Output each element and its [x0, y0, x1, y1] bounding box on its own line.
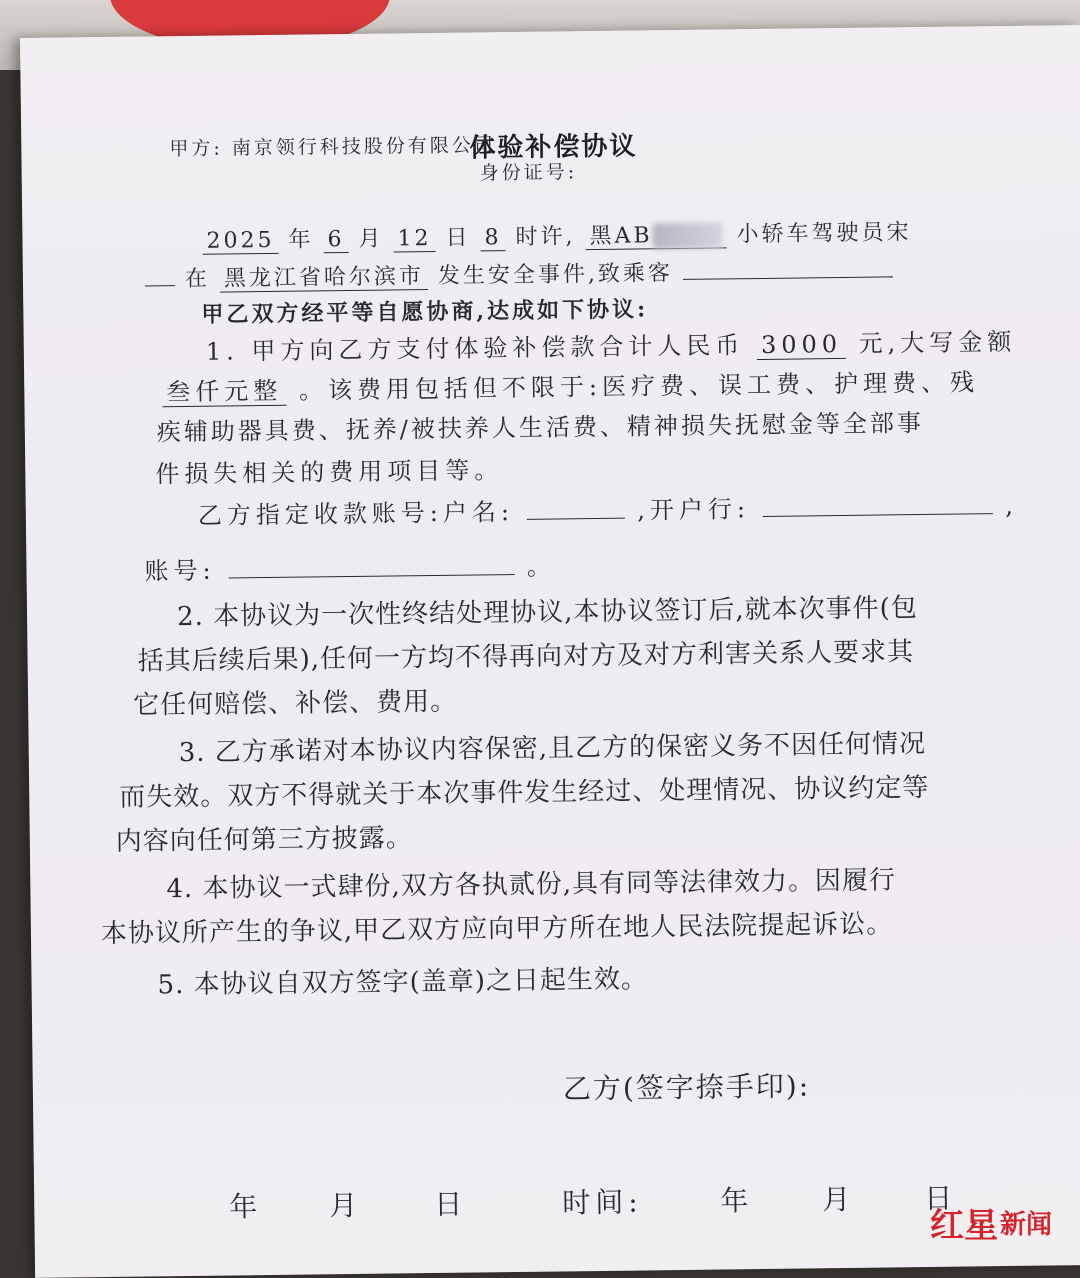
time-month: 月: [822, 1182, 856, 1217]
sign-date-year: 年: [229, 1190, 263, 1224]
event-day: 12: [393, 226, 435, 253]
clause-3-line-2: 而失效。双方不得就关于本次事件发生经过、处理情况、协议约定等: [119, 772, 930, 813]
amount-upper: 叁仟元整: [162, 377, 286, 408]
clause-1-line-3: 疾辅助器具费、抚养/被扶养人生活费、精神损失抚慰金等全部事: [156, 408, 925, 447]
clause-3-line-3: 内容向任何第三方披露。: [115, 823, 414, 857]
event-line: [202, 215, 911, 255]
party-a-label: 甲方:: [169, 137, 223, 161]
period: 。: [526, 552, 557, 581]
clause-5: 5. 本协议自双方签字(盖章)之日起生效。: [157, 964, 649, 1001]
party-b-signature-label: 乙方(签字捺手印):: [562, 1069, 811, 1106]
account-number-line: [144, 546, 556, 586]
watermark-logo: [930, 1196, 1080, 1248]
redaction-blur: [652, 222, 722, 249]
party-a-line: [169, 130, 496, 161]
bank-label: ,开户行:: [637, 495, 751, 525]
event-month: 6: [323, 227, 348, 253]
blank-passenger: [683, 254, 893, 280]
account-name-label: 乙方指定收款账号:户名:: [197, 498, 515, 530]
watermark-mark: 红星: [930, 1205, 998, 1246]
clause-2-line-3: 它任何赔偿、补偿、费用。: [132, 686, 458, 721]
document-title: 体验补偿协议: [469, 131, 638, 164]
account-number-blank: [228, 552, 514, 578]
clause-2-line-2: 括其后续后果),任何一方均不得再向对方及对方利害关系人要求其: [137, 637, 915, 677]
account-line: [198, 486, 1018, 531]
comma: ,: [1005, 491, 1019, 520]
event-hour: 8: [480, 225, 505, 251]
hour-text: 时许,: [515, 224, 576, 250]
bank-blank: [762, 491, 992, 517]
clause-1-c: 。该费用包括但不限于:医疗费、误工费、护理费、残: [298, 368, 980, 405]
event-text: 发生安全事件,致乘客: [437, 261, 674, 289]
clause-4-line-1: 4. 本协议一式肆份,双方各执贰份,具有同等法律效力。因履行: [166, 865, 897, 905]
clause-2-line-1: 2. 本协议为一次性终结处理协议,本协议签订后,就本次事件(包: [176, 593, 918, 633]
clause-4-line-2: 本协议所产生的争议,甲乙双方应向甲方所在地人民法院提起诉讼。: [100, 909, 894, 950]
month-char: 月: [358, 226, 384, 252]
clause-1-line-4: 件损失相关的费用项目等。: [155, 456, 504, 489]
clause-1-line-1: [206, 322, 1017, 367]
amount: 3000: [757, 330, 846, 360]
watermark-text: 新闻: [1000, 1209, 1053, 1240]
clause-1-line-2: [162, 362, 979, 407]
time-year: 年: [720, 1184, 754, 1218]
account-name-blank: [526, 496, 624, 520]
clause-1-a: 1. 甲方向乙方支付体验补偿款合计人民币: [205, 331, 745, 366]
plate-text: 黑AB: [589, 223, 653, 250]
agreement-paper: [20, 25, 1080, 1278]
at-char: 在: [184, 266, 211, 293]
time-day: 日: [924, 1181, 958, 1216]
party-a-name: 南京领行科技股份有限公司: [231, 134, 496, 160]
account-number-label: 账号:: [144, 556, 216, 586]
year-char: 年: [288, 227, 314, 253]
location-line: [145, 253, 893, 293]
sign-date-day: 日: [434, 1187, 468, 1222]
sign-date-month: 月: [329, 1188, 363, 1223]
location: 黑龙江省哈尔滨市: [220, 264, 428, 293]
clause-1-b: 元,大写金额: [858, 327, 1017, 358]
time-label: 时间:: [562, 1185, 643, 1220]
event-year: 2025: [202, 228, 278, 255]
day-char: 日: [445, 225, 471, 251]
blank-name: [145, 263, 175, 286]
agreement-intro: 甲乙双方经平等自愿协商,达成如下协议:: [201, 296, 649, 328]
id-number-label: 身份证号:: [479, 161, 578, 185]
plate-number: [585, 222, 726, 250]
clause-3-line-1: 3. 乙方承诺对本协议内容保密,且乙方的保密义务不因任何情况: [178, 728, 927, 769]
car-driver: 小轿车驾驶员宋: [736, 220, 912, 248]
